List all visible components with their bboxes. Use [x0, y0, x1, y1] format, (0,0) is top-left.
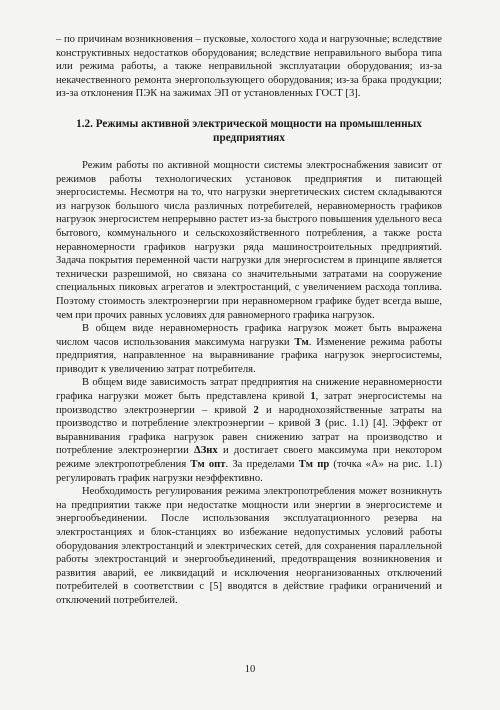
paragraph-4: Необходимость регулирования режима электропотребления может возникнуть на предприятии также при недостатке мощности или энергии в энергосистеме и энергообъединении. После использования эксплуатационного резерва на электростанциях и блок-станциях во избежание недопустимых условий работы оборудования электростанций и электрических сетей, для сохранения параллельной работы электростанций и энергообъединений, предотвращения возникновения и развития аварий, ее ликвидаций и исключения неорганизованных отключений потребителей в соответствии с [5] вводятся в действие графики ограничений и отключений потребителей.: [56, 486, 442, 606]
intro-paragraph: – по причинам возникновения – пусковые, холостого хода и нагрузочные; вследствие конструктивных недостатков оборудования; вследствие неправильного выбора типа или режима работы, а также неправильной эксплуатации оборудования; из-за некачественного ремонта энергопользующего оборудования; из-за брака продукции; из-за отклонения ПЭК на зажимах ЭП от установленных ГОСТ [3].: [56, 34, 442, 100]
p3-text-g: (рис. 1.1) [4]. Эффект от выравнивания графика нагрузок равен снижению затрат на производство и потребление электроэнергии: [56, 418, 442, 457]
p3-term-dz: ΔЗнх: [194, 445, 218, 457]
p3-curve-1: 1: [310, 391, 316, 403]
p2-text-a: В общем виде неравномерность графика нагрузок может быть выражена числом часов использования максимума нагрузки: [56, 323, 442, 348]
p2-text-c: . Изменение режима работы предприятия, направленное на выравнивание графика нагрузок энергосистемы, приводит к увеличению затрат потребителя.: [56, 336, 442, 375]
page-number: 10: [244, 664, 256, 675]
p3-text-k: . За пределами: [225, 459, 299, 471]
p2-term-tm: Tм: [294, 336, 309, 348]
p3-text-c: , затрат энергосистемы на производство электроэнергии – кривой: [56, 391, 442, 416]
p3-term-tm-pr: Tм пр: [298, 459, 330, 471]
p3-term-tm-opt: Tм опт: [190, 459, 226, 471]
p3-curve-3: 3: [315, 418, 321, 430]
paragraph-2: [56, 322, 442, 376]
p3-text-e: и народнохозяйственные затраты на производство и потребление электроэнергии – кривой: [56, 404, 443, 430]
p3-text-i: и достигает своего максимума при некотором режиме электропотребления: [56, 445, 442, 471]
section-heading: 1.2. Режимы активной электрической мощности на промышленных предприятиях: [76, 117, 422, 144]
p3-text-a: В общем виде зависимость затрат предприятия на снижение неравномерности графика нагрузки может быть представлена кривой: [56, 377, 442, 403]
paragraph-3: [56, 376, 442, 485]
p3-text-m: (точка «А» на рис. 1.1) регулировать график нагрузки неэффективно.: [56, 459, 442, 484]
p3-curve-2: 2: [253, 404, 259, 416]
paragraph-1: Режим работы по активной мощности системы электроснабжения зависит от режимов работы технологических установок предприятия и питающей энергосистемы. Несмотря на то, что нагрузки энергетических систем складываются из нагрузок большого числа различных потребителей, неравномерность графиков нагрузок энергосистем непрерывно растет из-за быстрого повышения удельного веса бытового, коммунального и сельскохозяйственного потребления, а также роста неравномерности графиков нагрузки ряда машиностроительных предприятий. Задача покрытия переменной части нагрузки для энергосистем в принципе является технически разрешимой, но связана со значительными затратами на сооружение специальных пиковых агрегатов и электростанций, с увеличением расхода топлива. Поэтому стоимость электроэнергии при неравномерном графике будет всегда выше, чем при прочих равных условиях для равномерного графика нагрузок.: [56, 159, 442, 321]
